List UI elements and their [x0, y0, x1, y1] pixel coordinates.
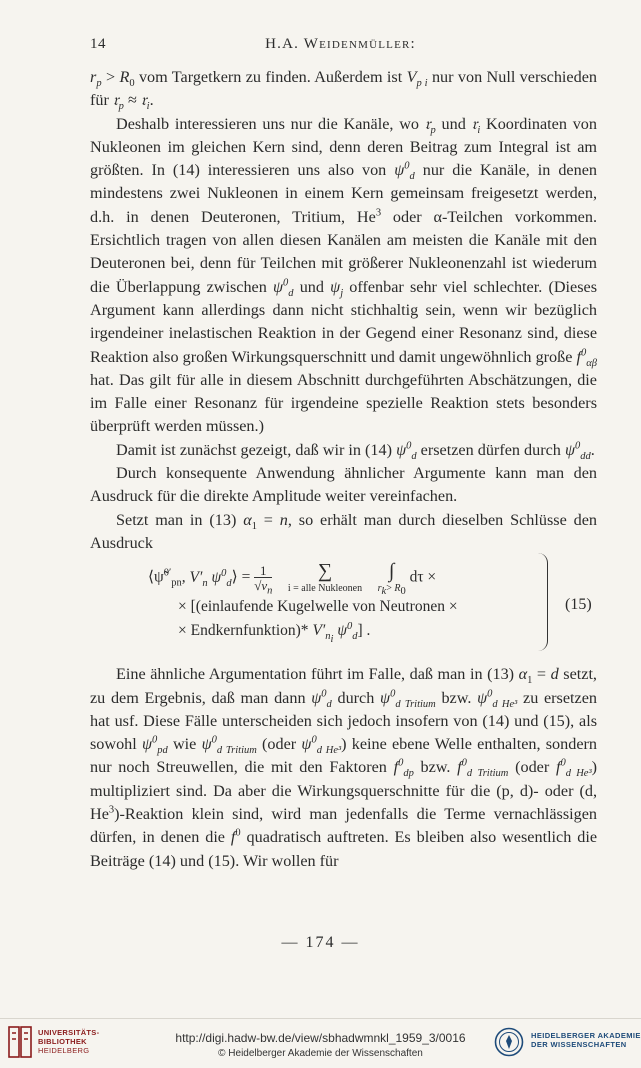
document-url-link[interactable]: http://digi.hadw-bw.de/view/sbhadwmnkl_1959_3/0016 [175, 1031, 466, 1045]
paragraph-consequent: Durch konsequente Anwendung ähnlicher Argumente kann man den Ausdruck für die direkte Amplitude weiter vereinfachen. [90, 464, 597, 506]
printed-page-number: — 174 — [281, 934, 360, 951]
viewer-footer [0, 1018, 641, 1068]
paragraph-setzt: Setzt man in (13) $\alpha_1 = n$, so erhält man durch dieselben Schlüsse den Ausdruck [90, 510, 597, 552]
page-header [90, 36, 591, 58]
paragraph-similar: Eine ähnliche Argumentation führt im Falle, daß man in (13) $\alpha_1 = d$ setzt, zu dem Ergebnis, daß man dann $\psi^0_d$ durch $\psi^0_{d Tritium}$ bzw. $\psi^0_{d He^3}$ zu ersetzen hat usf. Diese Fälle unterscheiden sich jedoch insofern von (14) und (15), als sowohl $\psi^0_{pd}$ wie $\psi^0_{d Tritium}$ (oder $\psi^0_{d He^3}$) keine ebene Welle enthalten, sondern nur noch Streuwellen, die mit den Faktoren $f^0_{dp}$ bzw. $f^0_{d Tritium}$ (oder $f^0_{d He^3}$) multipliziert sind. Da aber die Wirkungsquerschnitte für die (p, d)- oder (d, He$^3$)-Reaktion klein sind, wird man jedenfalls die Terme vernachlässigen dürfen, in denen die $f^0$ quadratisch auftreten. Es bleiben also wesentlich die Beiträge (14) und (15). Wir wollen für [90, 665, 598, 870]
running-head: H.A. Weidenmüller: [265, 36, 416, 52]
academy-name: HEIDELBERGER AKADEMIE DER WISSENSCHAFTEN [531, 1031, 641, 1049]
paragraph-shown: Damit ist zunächst gezeigt, daß wir in (14) $\psi^0_d$ ersetzen dürfen durch $\psi^0_{dd}$. [116, 440, 595, 462]
copyright-notice: © Heidelberger Akademie der Wissenschaften [218, 1048, 423, 1059]
academy-seal-icon [494, 1027, 524, 1057]
university-library-name: UNIVERSITÄTS- BIBLIOTHEK HEIDELBERG [38, 1028, 100, 1055]
body-text [90, 66, 597, 873]
paragraph-continuation: $r_p > R_0$ vom Targetkern zu finden. Außerdem ist $V_{p i}$ nur von Null verschieden für 𝔯$_p$ ≈ 𝔯$_i$. [90, 68, 597, 113]
equation-line-2: × [(einlaufende Kugelwelle von Neutronen × [178, 598, 458, 616]
equation-15 [90, 561, 597, 655]
equation-brace [537, 553, 548, 651]
page-number: 14 [90, 36, 106, 52]
equation-line-1: ⟨ψ̃$^{0'}_{pn}$, $V'_n$ $\psi^0_d⟩ = 1$ $√v_n$ ∑ i = alle Nukleonen ∫ $r_k> R_0$ dτ × [148, 560, 437, 598]
equation-number: (15) [565, 596, 592, 614]
equation-line-3: × Endkernfunktion)* $V'_{n_i}$ $\psi^0_d$] . [178, 621, 371, 646]
paragraph-channels: Deshalb interessieren uns nur die Kanäle, wo 𝔯$_p$ und 𝔯$_i$ Koordinaten von Nukleonen im gleichen Kern sind, denn deren Beitrag zum Integral ist am größten. In (14) interessieren uns also von $\psi^0_d$ nur die Kanäle, in denen mindestens zwei Nukleonen in einem Kern gemeinsam freigesetzt werden, d.h. in denen Deuteronen, Tritium, He$^3$ oder α-Teilchen vorkommen. Ersichtlich tragen von allen diesen Kanälen am meisten die Kanäle mit den Deuteronen bei, denn für Teilchen mit größerer Nukleonenzahl ist wiederum die Überlappung zwischen $\psi^0_d$ und $\psi_j$ offenbar sehr viel schlechter. (Dieses Argument kann allerdings dann nicht stichhaltig sein, wenn wir bezüglich irgendeiner inelastischen Reaktion in der Gegend einer Resonanz sind, diese Reaktion also großen Wirkungsquerschnitt und damit ungewöhnlich große $f^0_{\alpha\beta}$ hat. Das gilt für alle in diesem Abschnitt durchgeführten Abschätzungen, die im Falle einer Resonanz für irgendeine spezielle Reaktion stets besonders überprüft werden müssen.) [90, 114, 597, 436]
